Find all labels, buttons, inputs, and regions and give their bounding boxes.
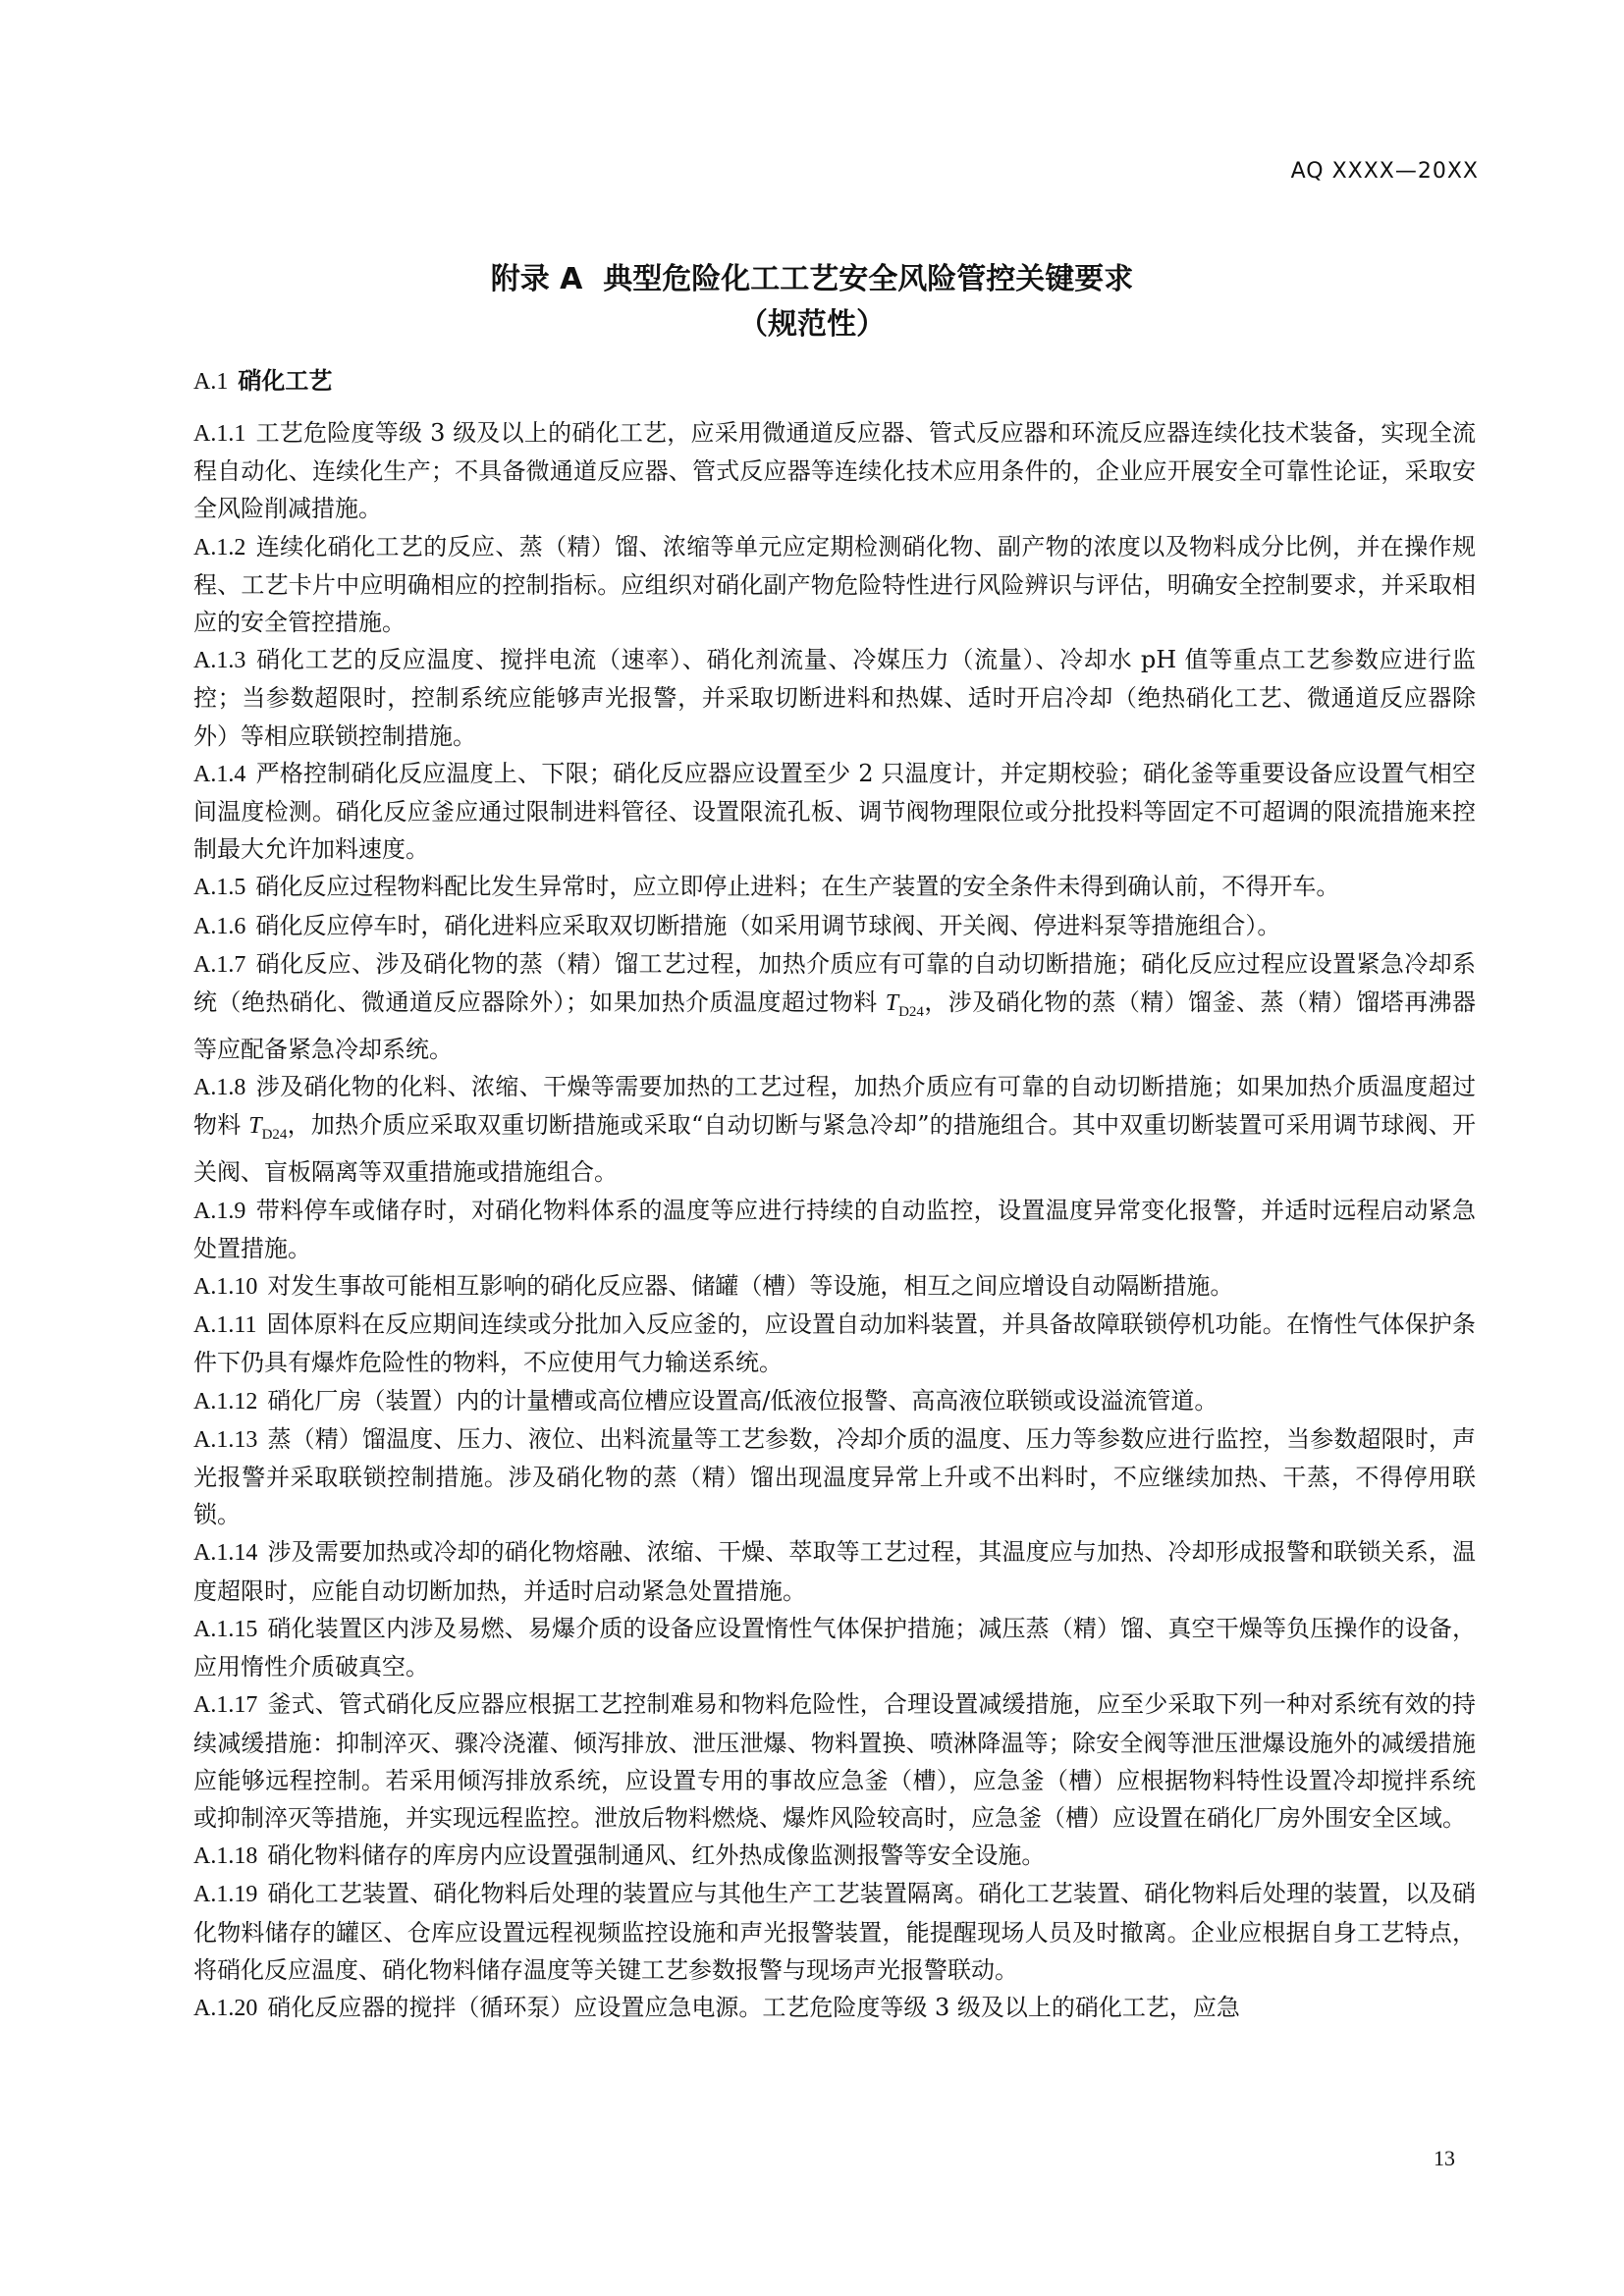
clause-number: A.1.10: [193, 1274, 258, 1301]
clause-text: ，涉及硝化物的蒸（精）馏釜、蒸（精）馏塔再沸器等应配备紧急冷却系统。: [193, 988, 1476, 1064]
clause-text: 硝化反应停车时，硝化进料应采取双切断措施（如采用调节球阀、开关阀、停进料泵等措施组合）。: [255, 911, 1281, 939]
clause-number: A.1.17: [193, 1692, 258, 1719]
clause-number: A.1.1: [193, 421, 246, 447]
clause-number: A.1.20: [193, 1995, 258, 2021]
clause: [193, 1685, 1476, 1837]
clause-text: 固体原料在反应期间连续或分批加入反应釜的，应设置自动加料装置，并具备故障联锁停机功能。在惰性气体保护条件下仍具有爆炸危险性的物料，不应使用气力输送系统。: [193, 1310, 1476, 1377]
clause-text: 蒸（精）馏温度、压力、液位、出料流量等工艺参数，冷却介质的温度、压力等参数应进行监控，当参数超限时，声光报警并采取联锁控制措施。涉及硝化物的蒸（精）馏出现温度异常上升或不出料时，不应继续加热、干蒸，不得停用联锁。: [193, 1424, 1476, 1529]
clause: [193, 1533, 1476, 1609]
document-code: AQ XXXX—20XX: [1290, 159, 1479, 184]
clause-text: 涉及需要加热或冷却的硝化物熔融、浓缩、干燥、萃取等工艺过程，其温度应与加热、冷却形成报警和联锁关系，温度超限时，应能自动切断加热，并适时启动紧急处置措施。: [193, 1538, 1476, 1605]
clause-number: A.1.18: [193, 1843, 258, 1870]
clause-text: 对发生事故可能相互影响的硝化反应器、储罐（槽）等设施，相互之间应增设自动隔断措施。: [267, 1272, 1234, 1301]
clause: [193, 528, 1476, 642]
clause-number: A.1.5: [193, 875, 246, 901]
clause: [193, 1306, 1476, 1381]
temperature-symbol: T: [248, 1113, 262, 1140]
clause-text: 硝化物料储存的库房内应设置强制通风、红外热成像监测报警等安全设施。: [267, 1842, 1046, 1870]
clause-text: 严格控制硝化反应温度上、下限；硝化反应器应设置至少 2 只温度计，并定期校验；硝化釜等重要设备应设置气相空间温度检测。硝化反应釜应通过限制进料管径、设置限流孔板、调节阀物理限位或分批投料等固定不可超调的限流措施来控制最大允许加料速度。: [193, 759, 1476, 864]
clause-number: A.1.6: [193, 913, 246, 939]
clause-number: A.1.7: [193, 951, 246, 978]
clause-text: 硝化反应、涉及硝化物的蒸（精）馏工艺过程，加热介质应有可靠的自动切断措施；硝化反应过程应设置紧急冷却系统（绝热硝化、微通道反应器除外）；如果加热介质温度超过物料: [193, 949, 1476, 1017]
clause-text: 工艺危险度等级 3 级及以上的硝化工艺，应采用微通道反应器、管式反应器和环流反应器连续化技术装备，实现全流程自动化、连续化生产；不具备微通道反应器、管式反应器等连续化技术应用条件的，企业应开展安全可靠性论证，采取安全风险削减措施。: [193, 419, 1476, 523]
section-number: A.1: [193, 369, 229, 395]
temperature-subscript: D24: [261, 1127, 288, 1144]
clause-number: A.1.13: [193, 1426, 258, 1453]
clause-text: 硝化厂房（装置）内的计量槽或高位槽应设置高/低液位报警、高高液位联锁或设溢流管道。: [267, 1386, 1218, 1415]
clause-text: 带料停车或储存时，对硝化物料体系的温度等应进行持续的自动监控，设置温度异常变化报警，并适时远程启动紧急处置措施。: [193, 1196, 1476, 1262]
clause: [193, 1875, 1476, 1989]
clause-text: 硝化反应过程物料配比发生异常时，应立即停止进料；在生产装置的安全条件未得到确认前，不得开车。: [255, 873, 1340, 901]
clause: [193, 1610, 1476, 1685]
clause-number: A.1.15: [193, 1616, 258, 1642]
clause: [193, 1837, 1476, 1875]
clause: [193, 1989, 1476, 2027]
clause: [193, 1420, 1476, 1534]
clause-number: A.1.11: [193, 1312, 257, 1339]
clause-number: A.1.3: [193, 648, 246, 674]
clause: [193, 755, 1476, 869]
clause: [193, 1267, 1476, 1306]
section-title: 硝化工艺: [238, 367, 333, 395]
clause-text: 硝化工艺的反应温度、搅拌电流（速率）、硝化剂流量、冷媒压力（流量）、冷却水 pH 值等重点工艺参数应进行监控；当参数超限时，控制系统应能够声光报警，并采取切断进料和热媒、适时开启冷却（绝热硝化工艺、微通道反应器除外）等相应联锁控制措施。: [193, 646, 1476, 750]
clause-text: 硝化装置区内涉及易燃、易爆介质的设备应设置惰性气体保护措施；减压蒸（精）馏、真空干燥等负压操作的设备，应用惰性介质破真空。: [193, 1614, 1476, 1682]
clause-text: 连续化硝化工艺的反应、蒸（精）馏、浓缩等单元应定期检测硝化物、副产物的浓度以及物料成分比例，并在操作规程、工艺卡片中应明确相应的控制指标。应组织对硝化副产物危险特性进行风险辨识与评估，明确安全控制要求，并采取相应的安全管控措施。: [193, 532, 1476, 637]
clause-number: A.1.8: [193, 1075, 246, 1101]
clause: [193, 907, 1476, 945]
clause-text: 釜式、管式硝化反应器应根据工艺控制难易和物料危险性，合理设置减缓措施，应至少采取下列一种对系统有效的持续减缓措施：抑制淬灭、骤冷浇灌、倾泻排放、泄压泄爆、物料置换、喷淋降温等；除安全阀等泄压泄爆设施外的减缓措施应能够远程控制。若采用倾泻排放系统，应设置专用的事故应急釜（槽），应急釜（槽）应根据物料特性设置冷却搅拌系统或抑制淬灭等措施，并实现远程监控。泄放后物料燃烧、爆炸风险较高时，应急釜（槽）应设置在硝化厂房外围安全区域。: [193, 1690, 1476, 1832]
page-number: 13: [1434, 2146, 1455, 2170]
clause-number: A.1.19: [193, 1882, 258, 1908]
clause-text: ，加热介质应采取双重切断措施或采取“自动切断与紧急冷却”的措施组合。其中双重切断装置可采用调节球阀、开关阀、盲板隔离等双重措施或措施组合。: [193, 1111, 1476, 1187]
clause: [193, 414, 1476, 528]
clause-number: A.1.12: [193, 1388, 258, 1415]
clause: [193, 1192, 1476, 1267]
clause: [193, 1382, 1476, 1420]
clause-number: A.1.4: [193, 761, 246, 787]
clause-text: 硝化工艺装置、硝化物料后处理的装置应与其他生产工艺装置隔离。硝化工艺装置、硝化物料后处理的装置，以及硝化物料储存的罐区、仓库应设置远程视频监控设施和声光报警装置，能提醒现场人员及时撤离。企业应根据自身工艺特点，将硝化反应温度、硝化物料储存温度等关键工艺参数报警与现场声光报警联动。: [193, 1880, 1476, 1984]
clause-number: A.1.9: [193, 1198, 246, 1224]
clause-number: A.1.14: [193, 1540, 258, 1567]
clause-text: 硝化反应器的搅拌（循环泵）应设置应急电源。工艺危险度等级 3 级及以上的硝化工艺，应急: [267, 1993, 1240, 2021]
clause-list: [193, 414, 1476, 2027]
clause-number: A.1.2: [193, 534, 246, 561]
temperature-subscript: D24: [898, 1003, 924, 1020]
clause: [193, 641, 1476, 755]
clause: [193, 868, 1476, 906]
temperature-symbol: T: [885, 990, 899, 1017]
appendix-subtitle: （规范性）: [738, 307, 886, 342]
section-heading: [193, 361, 332, 396]
clause-text: 涉及硝化物的化料、浓缩、干燥等需要加热的工艺过程，加热介质应有可靠的自动切断措施；如果加热介质温度超过物料: [193, 1073, 1476, 1140]
appendix-title: [0, 257, 1624, 347]
clause: [193, 1068, 1476, 1191]
appendix-title-line: 附录 A 典型危险化工工艺安全风险管控关键要求: [490, 262, 1134, 296]
clause: [193, 945, 1476, 1068]
